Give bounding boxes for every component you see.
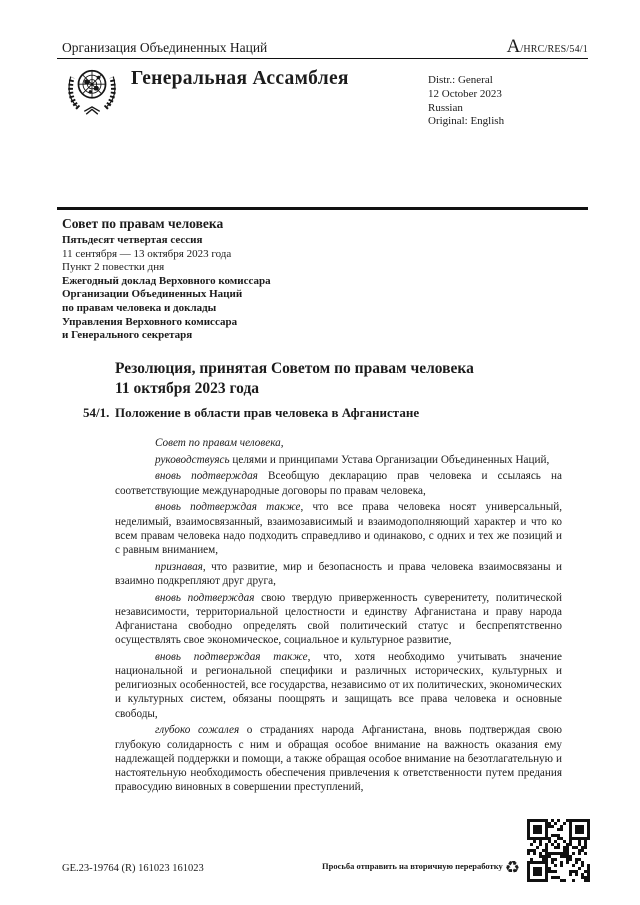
resolution-title-line2: 11 октября 2023 года xyxy=(115,379,260,397)
distr-block xyxy=(428,74,504,129)
distr-line: Original: English xyxy=(428,115,505,128)
session-name: Пятьдесят четвертая сессия xyxy=(62,234,203,246)
header-rule xyxy=(57,58,588,59)
distr-line: 12 October 2023 xyxy=(428,87,502,100)
doc-symbol-letter: A xyxy=(506,36,521,57)
agenda-title-line: Ежегодный доклад Верховного комиссара xyxy=(62,274,271,287)
section-rule xyxy=(57,207,588,210)
agenda-title-line: по правам человека и доклады xyxy=(62,301,217,314)
session-block xyxy=(62,215,271,343)
agenda-title-line: Организации Объединенных Наций xyxy=(62,288,243,301)
agenda-title-line: Управления Верховного комиссара xyxy=(62,315,238,328)
qr-code xyxy=(527,819,590,882)
recycle-icon: ♻ xyxy=(504,858,520,878)
recycle-notice xyxy=(0,858,520,878)
resolution-title-line1: Резолюция, принятая Советом по правам человека xyxy=(115,360,474,377)
resolution-heading xyxy=(83,405,419,421)
preamble-paragraph: вновь подтверждая свою твердую приверженность суверенитету, политической независимости, территориальной целостности и единству Афганистана и праву народа Афганистана свободно определять свой политический статус и беспрепятственно осуществлять свое экономическое, социальное и культурное развитие, xyxy=(115,591,562,647)
un-emblem-icon xyxy=(63,63,121,119)
session-dates: 11 сентября — 13 октября 2023 года xyxy=(62,247,232,260)
distr-line: Russian xyxy=(428,101,463,114)
doc-symbol xyxy=(507,36,588,58)
resolution-number: 54/1. xyxy=(83,405,110,420)
preamble-paragraph: Совет по правам человека, xyxy=(155,437,284,449)
agenda-title-line: и Генерального секретаря xyxy=(62,329,193,342)
resolution-subject: Положение в области прав человека в Афганистане xyxy=(115,405,420,420)
preamble-paragraph: признавая, что развитие, мир и безопасность и права человека взаимосвязаны и взаимно подкрепляют друг друга, xyxy=(115,560,562,587)
distr-line: Distr.: General xyxy=(428,74,493,86)
org-name: Организация Объединенных Наций xyxy=(62,40,268,55)
preamble-paragraph: вновь подтверждая также, что все права человека носят универсальный, неделимый, взаимосвязанный, взаимозависимый и взаимодополняющий характер и что ко всем правам человека надо подходить справедливо и одинаково, с одних и тех же позиций и с равным вниманием, xyxy=(115,501,562,556)
preamble-paragraph: руководствуясь целями и принципами Устава Организации Объединенных Наций, xyxy=(155,453,550,466)
resolution-title xyxy=(115,359,474,398)
preamble-paragraph: глубоко сожалея о страданиях народа Афганистана, вновь подтверждая свою глубокую солидарность с ним и обращая особое внимание на важность оказания ему надлежащей поддержки и помощи, а также обращая особое внимание на безотлагательную и настоятельную необходимость обеспечения привлечения к ответственности путем предания правосудию виновных в совершении преступлений, xyxy=(115,724,562,794)
preamble-paragraph: вновь подтверждая Всеобщую декларацию прав человека и ссылаясь на соответствующие международные договоры по правам человека, xyxy=(115,470,562,497)
agenda-item: Пункт 2 повестки дня xyxy=(62,261,165,274)
resolution-body xyxy=(115,436,562,797)
assembly-title: Генеральная Ассамблея xyxy=(131,68,349,89)
council-name: Совет по правам человека xyxy=(62,216,224,231)
doc-symbol-rest: /HRC/RES/54/1 xyxy=(520,44,588,55)
recycle-text: Просьба отправить на вторичную переработку xyxy=(322,861,503,871)
ge-number: GE.23-19764 (R) 161023 161023 xyxy=(62,863,204,874)
preamble-paragraph: вновь подтверждая также, что, хотя необходимо учитывать значение национальной и региональной специфики и различных исторических, культурных и религиозных особенностей, все государства, независимо от их политических, экономических и культурных систем, обязаны поощрять и защищать все права человека и основные свободы, xyxy=(115,650,562,720)
